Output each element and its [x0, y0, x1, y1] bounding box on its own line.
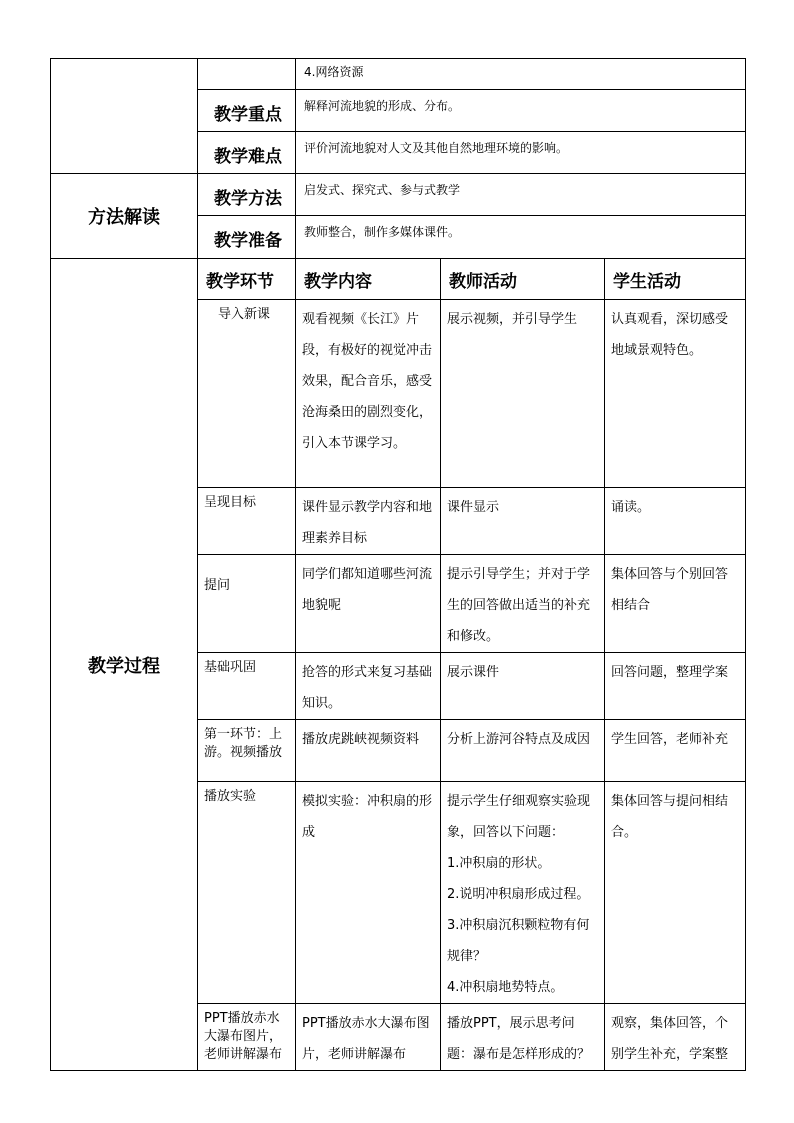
stage-cell: 提问: [198, 555, 296, 653]
stage-cell: 导入新课: [198, 300, 296, 488]
content-text: PPT播放赤水大瀑布图片，老师讲解瀑布: [302, 1016, 430, 1062]
student-cell: 诵读。: [605, 488, 746, 555]
resource-label-cell: [198, 59, 296, 90]
student-cell: [605, 1004, 746, 1071]
difficulty-text: 评价河流地貌对人文及其他自然地理环境的影响。: [296, 132, 746, 174]
question-item: 4.冲积扇地势特点。: [447, 980, 564, 995]
teacher-text: 播放PPT，展示思考问题：瀑布是怎样形成的？: [447, 1016, 591, 1062]
resource-text: 4.网络资源: [296, 59, 746, 90]
content-cell: 观看视频《长江》片段，有极好的视觉冲击效果，配合音乐，感受沧海桑田的剧烈变化，引入本节课学习。: [296, 300, 441, 488]
teacher-cell: 展示课件: [441, 653, 605, 720]
header-teacher: 教师活动: [441, 259, 605, 300]
teacher-cell: [441, 782, 605, 1004]
teacher-cell: [441, 1004, 605, 1071]
content-cell: 课件显示教学内容和地理素养目标: [296, 488, 441, 555]
stage-cell: PPT播放赤水大瀑布图片，老师讲解瀑布: [198, 1004, 296, 1071]
student-cell: 回答问题，整理学案: [605, 653, 746, 720]
header-stage: 教学环节: [198, 259, 296, 300]
stage-cell: 播放实验: [198, 782, 296, 1004]
student-cell: 认真观看，深切感受地域景观特色。: [605, 300, 746, 488]
teacher-cell: 课件显示: [441, 488, 605, 555]
question-item: 1.冲积扇的形状。: [447, 856, 551, 871]
header-content: 教学内容: [296, 259, 441, 300]
difficulty-label: 教学难点: [198, 132, 296, 174]
key-point-label: 教学重点: [198, 90, 296, 132]
header-student: 学生活动: [605, 259, 746, 300]
content-cell: 模拟实验：冲积扇的形成: [296, 782, 441, 1004]
teacher-intro: 提示学生仔细观察实验现象，回答以下问题：: [447, 794, 591, 840]
content-cell: [296, 1004, 441, 1071]
content-cell: 抢答的形式来复习基础知识。: [296, 653, 441, 720]
content-cell: 同学们都知道哪些河流地貌呢: [296, 555, 441, 653]
question-item: 2.说明冲积扇形成过程。: [447, 887, 590, 902]
prep-text: 教师整合，制作多媒体课件。: [296, 216, 746, 259]
teacher-cell: 提示引导学生；并对于学生的回答做出适当的补充和修改。: [441, 555, 605, 653]
student-cell: 集体回答与个别回答相结合: [605, 555, 746, 653]
student-cell: 集体回答与提问相结合。: [605, 782, 746, 1004]
method-label: 教学方法: [198, 174, 296, 216]
method-section-title: 方法解读: [51, 174, 198, 259]
student-text: 观察，集体回答，个别学生补充，学案整: [611, 1016, 729, 1062]
question-item: 3.冲积扇沉积颗粒物有何规律？: [447, 918, 590, 964]
blank-section-cell: [51, 59, 198, 174]
lesson-plan-table: [50, 58, 746, 1071]
process-section-title: 教学过程: [51, 259, 198, 1071]
stage-cell: 基础巩固: [198, 653, 296, 720]
stage-cell: 第一环节：上游。视频播放: [198, 720, 296, 782]
teacher-cell: 分析上游河谷特点及成因: [441, 720, 605, 782]
teacher-cell: 展示视频，并引导学生: [441, 300, 605, 488]
method-text: 启发式、探究式、参与式教学: [296, 174, 746, 216]
stage-cell: 呈现目标: [198, 488, 296, 555]
student-cell: 学生回答，老师补充: [605, 720, 746, 782]
content-cell: 播放虎跳峡视频资料: [296, 720, 441, 782]
prep-label: 教学准备: [198, 216, 296, 259]
key-point-text: 解释河流地貌的形成、分布。: [296, 90, 746, 132]
